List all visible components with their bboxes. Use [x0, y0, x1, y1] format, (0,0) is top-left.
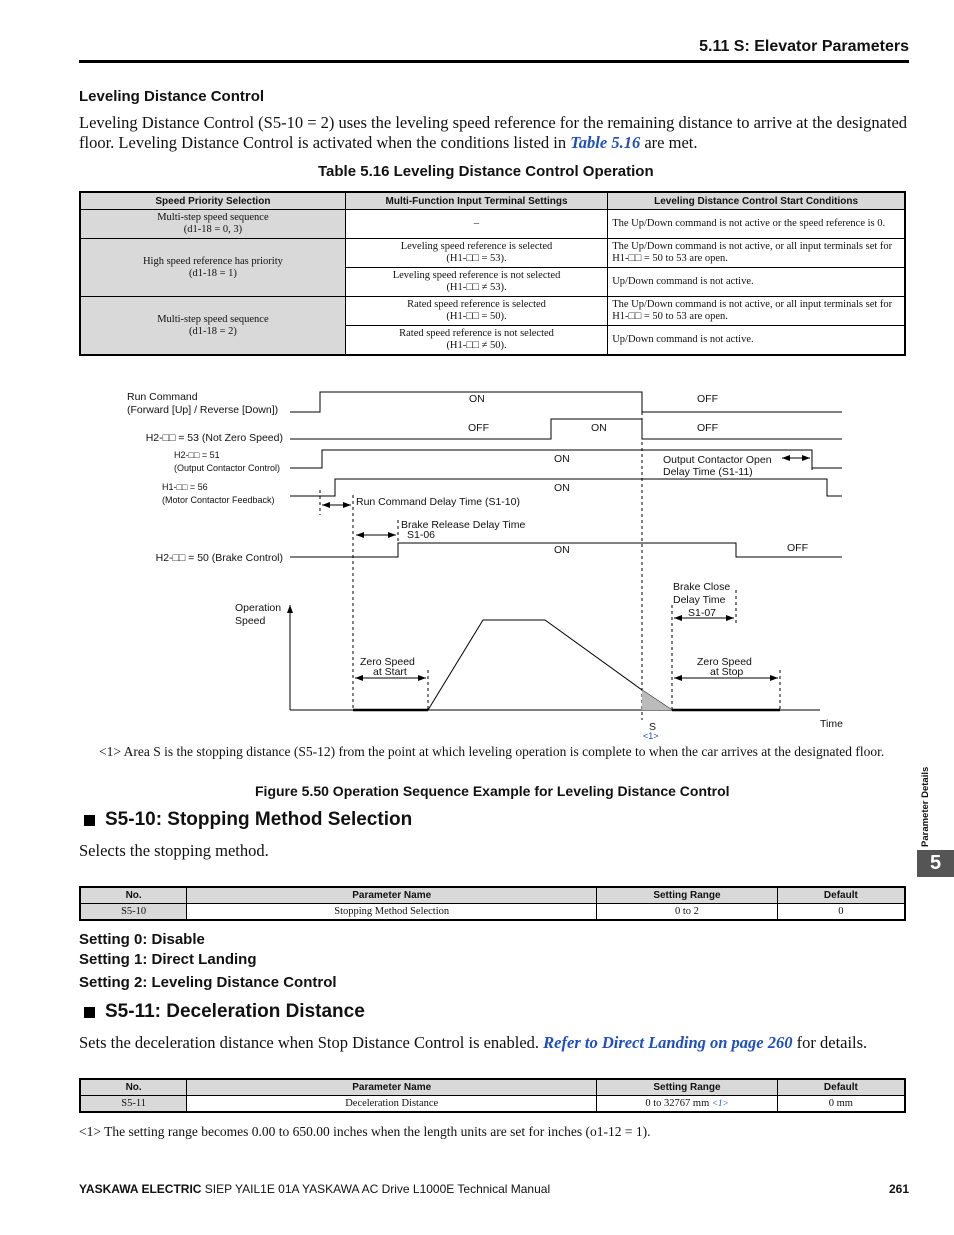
zero-start-label-1: Zero Speed [360, 656, 415, 668]
table-row [80, 904, 905, 921]
s5-11-table [79, 1078, 906, 1113]
time-label: Time [820, 718, 843, 730]
header-cell: Leveling Distance Control Start Conditions [608, 192, 905, 210]
s-label: S [649, 721, 657, 733]
off-label: OFF [468, 422, 489, 434]
param-name: Stopping Method Selection [187, 904, 597, 921]
op-speed-label-2: Speed [235, 615, 266, 627]
page-number: 261 [888, 1182, 909, 1196]
leveling-paragraph [79, 113, 909, 153]
condition-cell: The Up/Down command is not active, or all input terminals set for H1-□□ = 50 to 53 are open. [608, 297, 905, 326]
header-cell: Parameter Name [187, 887, 597, 904]
header-cell: Default [777, 887, 905, 904]
sidebar-label: Parameter Details [920, 766, 931, 847]
brake-close-label-1: Brake Close [673, 581, 731, 593]
figure-caption: Figure 5.50 Operation Sequence Example for Leveling Distance Control [255, 783, 730, 799]
run-command-label: Run Command [127, 391, 198, 403]
off-label: OFF [787, 542, 808, 554]
on-label: ON [469, 393, 485, 405]
setting-2: Setting 2: Leveling Distance Control [79, 974, 337, 991]
on-label: ON [554, 482, 570, 494]
leveling-text-before: Leveling Distance Control (S5-10 = 2) uses the leveling speed reference for the remaining distance to arrive at the designated floor. Leveling Distance Control is activated when the conditions listed in [79, 113, 908, 152]
priority-cell: High speed reference has priority (d1-18 = 1) [80, 239, 345, 297]
brake-close-label-2: Delay Time [673, 594, 726, 606]
off-label: OFF [697, 393, 718, 405]
h1-56-sub: (Motor Contactor Feedback) [162, 495, 275, 505]
terminal-cell: Rated speed reference is selected (H1-□□ = 50). [345, 297, 607, 326]
run-command-trace [290, 392, 842, 412]
h2-53-label: H2-□□ = 53 (Not Zero Speed) [145, 432, 283, 444]
h1-56-label: H1-□□ = 56 [162, 482, 208, 492]
s1-07-label: S1-07 [688, 607, 717, 619]
s1-06-label: S1-06 [407, 529, 436, 541]
table-row [80, 297, 905, 326]
on-label: ON [554, 544, 570, 556]
s5-11-desc: Sets the deceleration distance when Stop Distance Control is enabled. Refer to Direct Landing on page 260 for details. [79, 1033, 868, 1052]
h2-51-sub: (Output Contactor Control) [174, 463, 281, 473]
condition-cell: The Up/Down command is not active or the speed reference is 0. [608, 210, 905, 239]
table-caption: Table 5.16 Leveling Distance Control Operation [318, 163, 654, 180]
direct-landing-link[interactable]: Refer to Direct Landing on page 260 [543, 1033, 793, 1052]
priority-cell: Multi-step speed sequence (d1-18 = 0, 3) [80, 210, 345, 239]
table-header-row [80, 192, 905, 210]
op-speed-label-1: Operation [235, 602, 282, 614]
off-label: OFF [697, 422, 718, 434]
header-cell: Setting Range [597, 887, 778, 904]
param-default: 0 [777, 904, 905, 921]
s5-11-heading: S5-11: Deceleration Distance [84, 1001, 365, 1023]
param-no: S5-10 [80, 904, 187, 921]
terminal-cell: Leveling speed reference is selected (H1-□□ = 53). [345, 239, 607, 268]
leveling-heading: Leveling Distance Control [79, 88, 265, 105]
terminal-cell: – [345, 210, 607, 239]
priority-cell: Multi-step speed sequence (d1-18 = 2) [80, 297, 345, 356]
param-range: 0 to 32767 mm <1> [597, 1096, 778, 1113]
range-note-link[interactable]: <1> [711, 1098, 729, 1108]
footer-brand: YASKAWA ELECTRIC [79, 1182, 202, 1196]
output-contactor-label-2: Delay Time (S1-11) [663, 466, 753, 478]
condition-cell: Up/Down command is not active. [608, 268, 905, 297]
stopping-area-s [642, 690, 672, 710]
footer-doc [79, 1182, 550, 1196]
condition-cell: The Up/Down command is not active, or all input terminals set for H1-□□ = 50 to 53 are open. [608, 239, 905, 268]
header-cell: Default [777, 1079, 905, 1096]
header-cell: Setting Range [597, 1079, 778, 1096]
s5-10-desc: Selects the stopping method. [79, 841, 269, 860]
s5-10-heading: S5-10: Stopping Method Selection [84, 809, 412, 831]
s5-11-footnote: <1> The setting range becomes 0.00 to 650.00 inches when the length units are set for inches (o1-12 = 1). [79, 1124, 651, 1139]
header-cell: No. [80, 1079, 187, 1096]
not-zero-speed-trace [290, 419, 842, 439]
table-link[interactable]: Table 5.16 [570, 133, 641, 152]
square-bullet-icon [84, 1007, 95, 1018]
h2-50-label: H2-□□ = 50 (Brake Control) [155, 552, 283, 564]
setting-1: Setting 1: Direct Landing [79, 951, 257, 968]
zero-stop-label-2: at Stop [710, 666, 744, 678]
condition-cell: Up/Down command is not active. [608, 326, 905, 356]
figure-note: <1> Area S is the stopping distance (S5-12) from the point at which leveling operation is complete to when the car arrives at the designated floor. [99, 744, 885, 759]
table-row [80, 239, 905, 268]
header-cell: No. [80, 887, 187, 904]
terminal-cell: Leveling speed reference is not selected (H1-□□ ≠ 53). [345, 268, 607, 297]
h2-51-label: H2-□□ = 51 [174, 450, 220, 460]
footer-manual: SIEP YAIL1E 01A YASKAWA AC Drive L1000E Technical Manual [201, 1182, 551, 1196]
terminal-cell: Rated speed reference is not selected (H1-□□ ≠ 50). [345, 326, 607, 356]
brake-release-label: Brake Release Delay Time [401, 519, 526, 531]
param-default: 0 mm [777, 1096, 905, 1113]
header-cell: Parameter Name [187, 1079, 597, 1096]
header-cell: Speed Priority Selection [80, 192, 345, 210]
table-row [80, 1096, 905, 1113]
run-delay-label: Run Command Delay Time (S1-10) [356, 496, 520, 508]
leveling-table [79, 191, 906, 356]
header-rule [79, 60, 909, 63]
output-contactor-label-1: Output Contactor Open [663, 454, 772, 466]
header-cell: Multi-Function Input Terminal Settings [345, 192, 607, 210]
leveling-text-after: are met. [640, 133, 698, 152]
setting-0: Setting 0: Disable [79, 931, 205, 948]
run-command-sub: (Forward [Up] / Reverse [Down]) [127, 404, 279, 416]
note-ref-link: <1> [643, 731, 659, 741]
on-label: ON [591, 422, 607, 434]
section-title: 5.11 S: Elevator Parameters [699, 38, 909, 55]
s5-10-table [79, 886, 906, 921]
table-row [80, 210, 905, 239]
param-no: S5-11 [80, 1096, 187, 1113]
on-label: ON [554, 453, 570, 465]
square-bullet-icon [84, 815, 95, 826]
param-name: Deceleration Distance [187, 1096, 597, 1113]
zero-stop-label-1: Zero Speed [697, 656, 752, 668]
zero-start-label-2: at Start [373, 666, 407, 678]
timing-diagram [0, 380, 900, 745]
chapter-tab[interactable]: 5 [917, 850, 954, 877]
param-range: 0 to 2 [597, 904, 778, 921]
